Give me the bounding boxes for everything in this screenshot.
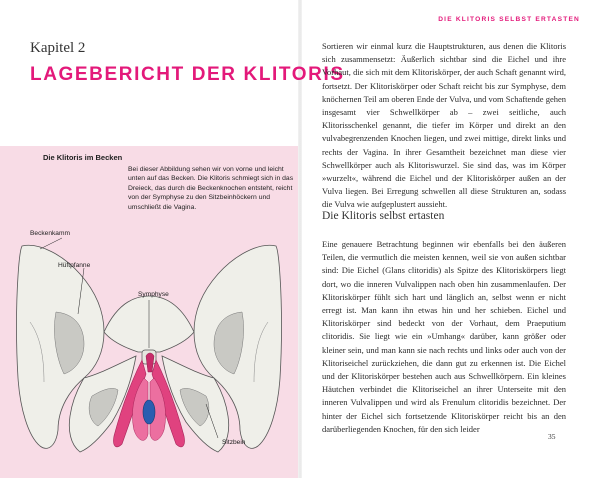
label-hueftpfanne: Hüftpfanne <box>58 262 91 269</box>
figure-description: Bei dieser Abbildung sehen wir von vorne und leicht unten auf das Becken. Die Klitoris schmiegt sich in das Dreieck, das durch die Beckenknochen entsteht, reicht von der Symphyse zu den Sitzbeinhöckern und umschließt die Vagina. <box>128 166 294 211</box>
leader-beckenkamm <box>40 238 62 249</box>
label-symphyse: Symphyse <box>138 291 169 298</box>
running-head: DIE KLITORIS SELBST ERTASTEN <box>438 16 580 23</box>
chapter-title: LAGEBERICHT DER KLITORIS <box>30 64 345 85</box>
label-sitzbein: Sitzbein <box>222 439 246 446</box>
figure-heading: Die Klitoris im Becken <box>43 153 123 162</box>
label-beckenkamm: Beckenkamm <box>30 230 70 237</box>
body-paragraph-1: Sortieren wir einmal kurz die Hauptstrukturen, aus denen die Klitoris sich zusammensetzt: Äußerlich sichtbar sind die Eichel und ihre Vorhaut, die sich mit dem Klitoriskörper, der auch Schaft genannt wird, fortsetzt. Der Klitoriskörper oder Schaft reicht bis zur Symphyse, dem knöchernen Teil am oberen Ende der Vulva, und vom Schaftende gehen insgesamt vier Schwellkörper ab – zwei seitliche, auch Klitorisschenkel genannt, die tiefer im Körper und direkt an den vulvabegrenzenden Knochen liegen, und zwei mittige, direkt links und rechts der Vagina. In ihrer Gesamtheit bezeichnet man diese vier Schwellkörper auch als Klitoriswurzel. Sie sind das, was im Körper »wurzelt«, während die Eichel und der Klitoriskörper außen an der Vulva liegen. Bei Erregung schwellen all diese Strukturen an, sodass die Vulva wie aufgeplustert aussieht. <box>322 41 566 210</box>
page-number: 35 <box>548 432 556 441</box>
body-paragraph-2: Eine genauere Betrachtung beginnen wir ebenfalls bei den äußeren Teilen, die vermutlich die meisten kennen, weil sie von außen sichtbar sind: Die Eichel (Glans clitoridis) als Spitze des Klitoriskörpers liegt dort, wo die inneren Vulvalippen nach oben hin zusammenlaufen. Der Klitoriskörper fühlt sich hart und länglich an, selbst wenn er nicht erregt ist. Man kann ihn etwas hin und her schieben. Eichel und Klitoriskörper sind bedeckt von der Vorhaut, dem Praeputium clitoridis. Sie liegt wie ein »Umhang« darüber, kann größer oder kleiner sein, und man kann sie nach rechts und links oder auch von der Klitoriseichel zurückziehen, die dann gut zu erkennen ist. Die Eichel und der Klitoriskörper bestehen auch aus Schwellkörpern. Ein kleines Häutchen verbindet die Klitoriseichel an ihrer Unterseite mit den inneren Vulvalippen und wird als Frenulum clitoridis bezeichnet. Der hinter der Eichel sich fortsetzende Klitoriskörper reicht bis an den darüberliegenden Knochen, für den sich leider <box>322 239 566 434</box>
section-subheading: Die Klitoris selbst ertasten <box>322 210 445 222</box>
vaginal-opening <box>143 400 155 424</box>
clitoral-body <box>146 353 154 372</box>
chapter-label: Kapitel 2 <box>30 40 86 56</box>
